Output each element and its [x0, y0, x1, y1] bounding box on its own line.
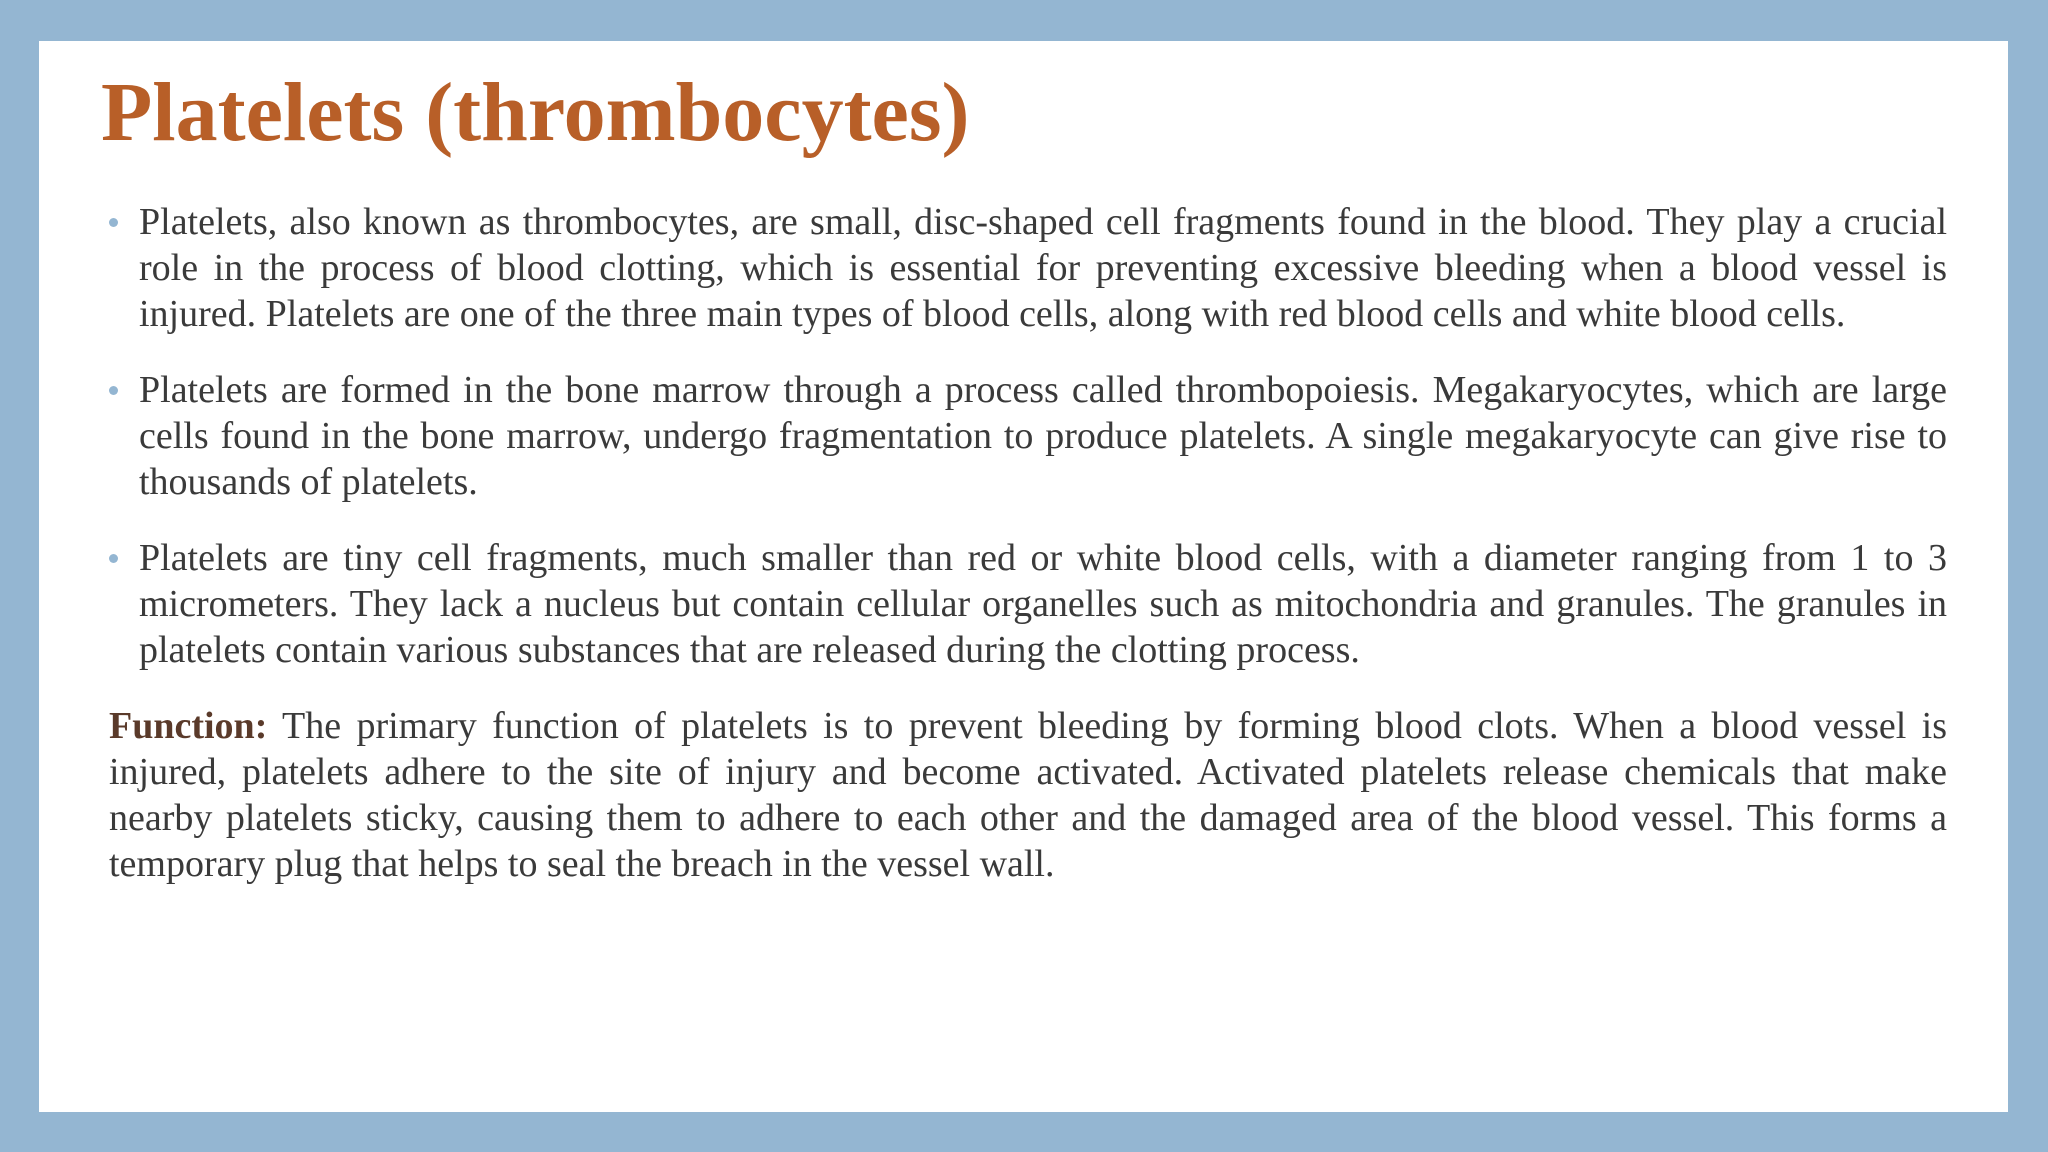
slide [39, 41, 2008, 1112]
function-paragraph [109, 703, 1947, 887]
function-text: The primary function of platelets is to prevent bleeding by forming blood clots. When a blood vessel is injured, platelets adhere to the site of injury and become activated. Activated platelets release chemicals that make nearby platelets sticky, causing them to adhere to each other and the damaged area of the blood vessel. This forms a temporary plug that helps to seal the breach in the vessel wall. [109, 705, 1947, 885]
bullet-list [109, 199, 1947, 673]
bullet-text: Platelets, also known as thrombocytes, are small, disc-shaped cell fragments found in the blood. They play a crucial role in the process of blood clotting, which is essential for preventing excessive bleeding when a blood vessel is injured. Platelets are one of the three main types of blood cells, along with red blood cells and white blood cells. [139, 201, 1947, 335]
slide-title: Platelets (thrombocytes) [101, 66, 970, 159]
function-label: Function: [109, 705, 268, 747]
bullet-icon [109, 386, 118, 395]
slide-content [109, 199, 1947, 887]
bullet-icon [109, 218, 118, 227]
bullet-text: Platelets are tiny cell fragments, much smaller than red or white blood cells, with a diameter ranging from 1 to 3 micrometers. They lack a nucleus but contain cellular organelles such as mitochondria and granules. The granules in platelets contain various substances that are released during the clotting process. [139, 537, 1947, 671]
bullet-text: Platelets are formed in the bone marrow through a process called thrombopoiesis. Megakaryocytes, which are large cells found in the bone marrow, undergo fragmentation to produce platelets. A single megakaryocyte can give rise to thousands of platelets. [139, 369, 1947, 503]
bullet-item-formation [109, 367, 1947, 505]
bullet-item-definition [109, 199, 1947, 337]
bullet-icon [109, 554, 118, 563]
bullet-item-structure [109, 535, 1947, 673]
